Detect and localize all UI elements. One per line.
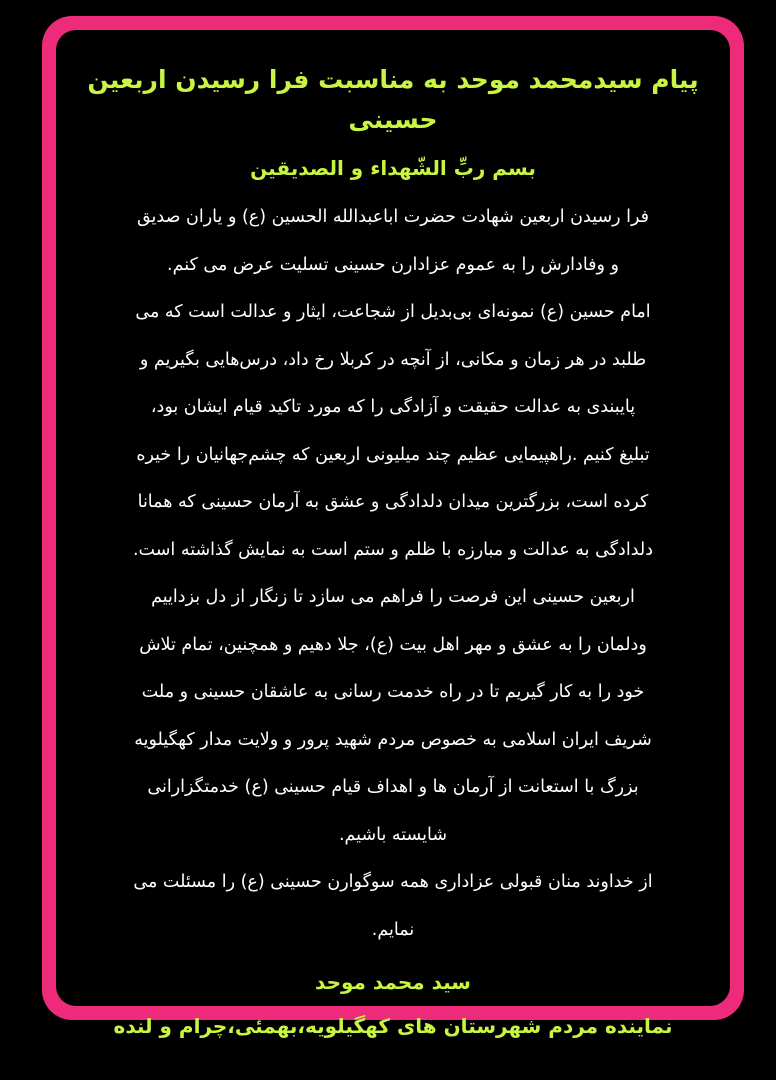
body-line: شریف ایران اسلامی به خصوص مردم شهید پرور و ولایت مدار کهگیلویه bbox=[134, 729, 652, 750]
message-title: پیام سیدمحمد موحد به مناسبت فرا رسیدن اربعین حسینی bbox=[87, 65, 699, 134]
body-line: تبلیغ کنیم .راهپیمایی عظیم چند میلیونی اربعین که چشم‌جهانیان را خیره bbox=[136, 444, 650, 465]
body-line: خود را به کار گیریم تا در راه خدمت رسانی به عاشقان حسینی و ملت bbox=[141, 682, 645, 702]
signature-role: نماینده مردم شهرستان های کهگیلویه،بهمئی،چرام و لنده bbox=[113, 1014, 673, 1038]
body-line: کرده است، بزرگترین میدان دلدادگی و عشق به آرمان حسینی که همانا bbox=[137, 492, 649, 512]
body-line: فرا رسیدن اربعین شهادت حضرت اباعبدالله الحسین (ع) و یاران صدیق bbox=[136, 207, 650, 227]
signature-name: سید محمد موحد bbox=[315, 970, 471, 994]
basmala-heading: بسم ربِّ الشّهداء و الصدیقین bbox=[250, 156, 536, 180]
message-content bbox=[66, 60, 720, 1048]
body-line: طلبد در هر زمان و مکانی، از آنچه در کربلا رخ داد، درس‌هایی بگیریم و bbox=[139, 349, 647, 370]
body-line: پایبندی به عدالت حقیقت و آزادگی را که مورد تاکید قیام ایشان بود، bbox=[150, 397, 636, 417]
body-line: شایسته باشیم. bbox=[338, 824, 448, 845]
body-line: دلدادگی به عدالت و مبارزه با ظلم و ستم است به نمایش گذاشته است. bbox=[132, 539, 654, 560]
body-line: از خداوند منان قبولی عزاداری همه سوگوارن حسینی (ع) را مسئلت می bbox=[133, 872, 653, 892]
message-body bbox=[66, 194, 720, 954]
body-line: امام حسین (ع) نمونه‌ای بی‌بدیل از شجاعت، ایثار و عدالت است که می bbox=[135, 302, 651, 322]
body-line: بزرگ با استعانت از آرمان ها و اهداف قیام حسینی (ع) خدمتگزارانی bbox=[147, 777, 639, 797]
body-line: اربعین حسینی این فرصت را فراهم می سازد تا زنگار از دل بزداییم bbox=[151, 587, 635, 607]
body-line: و وفادارش را به عموم عزادارن حسینی تسلیت عرض می کنم. bbox=[167, 254, 619, 275]
body-line: ودلمان را به عشق و مهر اهل بیت (ع)، جلا دهیم و همچنین، تمام تلاش bbox=[139, 634, 647, 655]
body-line: نمایم. bbox=[371, 919, 415, 940]
